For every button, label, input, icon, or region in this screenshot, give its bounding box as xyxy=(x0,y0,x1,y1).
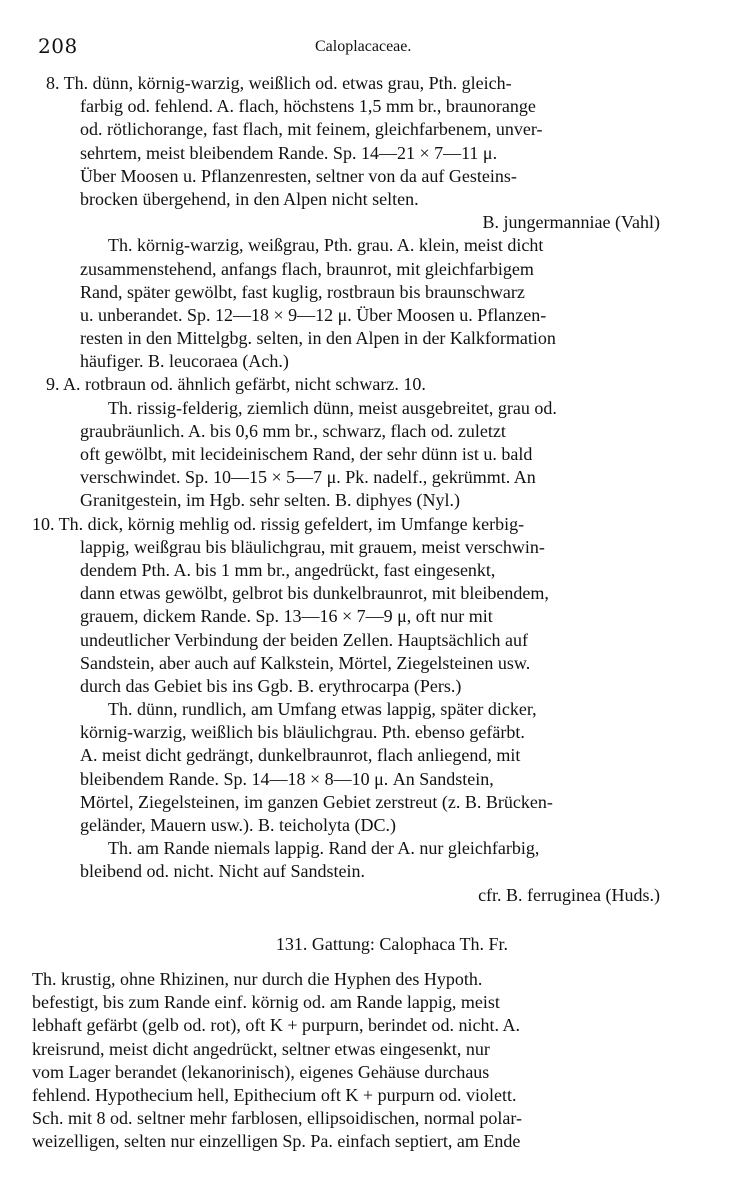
key-line: 10. Th. dick, körnig mehlig od. rissig gefeldert, im Umfange kerbig- xyxy=(32,513,525,534)
key-line: Mörtel, Ziegelsteinen, im ganzen Gebiet zerstreut (z. B. Brücken- xyxy=(80,791,553,812)
key-line: grauem, dickem Rande. Sp. 13—16 × 7—9 μ, oft nur mit xyxy=(80,606,493,627)
key-line: B. jungermanniae (Vahl) xyxy=(482,212,660,233)
key-line: geländer, Mauern usw.). B. teicholyta (DC.) xyxy=(80,815,397,835)
key-line: Sandstein, aber auch auf Kalkstein, Mörtel, Ziegelsteinen usw. xyxy=(80,652,531,673)
genus-line: Th. krustig, ohne Rhizinen, nur durch die Hyphen des Hypoth. xyxy=(32,968,483,989)
running-head: Caloplacaceae. xyxy=(315,38,412,55)
page-header xyxy=(0,34,737,58)
key-line: 8. Th. dünn, körnig-warzig, weißlich od. etwas grau, Pth. gleich- xyxy=(46,73,512,93)
genus-heading: 131. Gattung: Calophaca Th. Fr. xyxy=(275,933,509,954)
key-line: resten in den Mittelgbg. selten, in den Alpen in der Kalkformation xyxy=(80,328,556,349)
key-line: zusammenstehend, anfangs flach, braunrot, mit gleichfarbigem xyxy=(80,258,534,279)
key-line: oft gewölbt, mit lecideinischem Rand, der sehr dünn ist u. bald xyxy=(80,444,533,464)
key-line: sehrtem, meist bleibendem Rande. Sp. 14—21 × 7—11 μ. xyxy=(80,142,498,163)
key-line: dann etwas gewölbt, gelbrot bis dunkelbraunrot, mit bleibendem, xyxy=(80,583,549,604)
key-line: Th. dünn, rundlich, am Umfang etwas lappig, später dicker, xyxy=(108,699,537,720)
heading-gap xyxy=(32,956,712,968)
key-line: verschwindet. Sp. 10—15 × 5—7 μ. Pk. nadelf., gekrümmt. An xyxy=(80,467,536,488)
genus-line: Sch. mit 8 od. seltner mehr farblosen, ellipsoidischen, normal polar- xyxy=(32,1108,523,1129)
key-line: farbig od. fehlend. A. flach, höchstens 1,5 mm br., braunorange xyxy=(80,96,536,117)
genus-line: weizelligen, selten nur einzelligen Sp. Pa. einfach septiert, am Ende xyxy=(32,1131,521,1152)
key-lines xyxy=(32,72,712,907)
key-line: 9. A. rotbraun od. ähnlich gefärbt, nicht schwarz. 10. xyxy=(46,374,426,395)
key-line: körnig-warzig, weißlich bis bläulichgrau. Pth. ebenso gefärbt. xyxy=(80,722,525,743)
key-line: dendem Pth. A. bis 1 mm br., angedrückt, fast eingesenkt, xyxy=(80,559,496,580)
key-line: Über Moosen u. Pflanzenresten, seltner von da auf Gesteins- xyxy=(80,165,517,186)
key-line: Granitgestein, im Hgb. sehr selten. B. diphyes (Nyl.) xyxy=(80,490,460,511)
page-number: 208 xyxy=(38,34,78,58)
genus-line: lebhaft gefärbt (gelb od. rot), oft K + purpurn, berindet od. nicht. A. xyxy=(32,1015,521,1036)
section-gap xyxy=(32,907,712,933)
key-line: Th. am Rande niemals lappig. Rand der A. nur gleichfarbig, xyxy=(108,838,540,859)
genus-line: vom Lager berandet (lekanorinisch), eigenes Gehäuse durchaus xyxy=(32,1061,490,1082)
key-line: häufiger. B. leucoraea (Ach.) xyxy=(80,351,289,372)
key-line: graubräunlich. A. bis 0,6 mm br., schwarz, flach od. zuletzt xyxy=(80,420,506,441)
key-line: u. unberandet. Sp. 12—18 × 9—12 μ. Über Moosen u. Pflanzen- xyxy=(80,304,547,325)
key-line: bleibendem Rande. Sp. 14—18 × 8—10 μ. An Sandstein, xyxy=(80,768,494,789)
key-line: cfr. B. ferruginea (Huds.) xyxy=(478,884,660,905)
key-line: durch das Gebiet bis ins Ggb. B. erythrocarpa (Pers.) xyxy=(80,675,462,696)
key-line: brocken übergehend, in den Alpen nicht selten. xyxy=(80,188,419,209)
key-line: Rand, später gewölbt, fast kuglig, rostbraun bis braunschwarz xyxy=(80,281,525,302)
key-line: undeutlicher Verbindung der beiden Zellen. Hauptsächlich auf xyxy=(80,629,529,650)
genus-line: befestigt, bis zum Rande einf. körnig od. am Rande lappig, meist xyxy=(32,992,500,1013)
genus-line: fehlend. Hypothecium hell, Epithecium oft K + purpurn od. violett. xyxy=(32,1084,517,1105)
key-line: A. meist dicht gedrängt, dunkelbraunrot, flach anliegend, mit xyxy=(80,745,521,766)
key-line: Th. körnig-warzig, weißgrau, Pth. grau. A. klein, meist dicht xyxy=(108,235,544,256)
genus-line: kreisrund, meist dicht angedrückt, seltner etwas eingesenkt, nur xyxy=(32,1038,490,1059)
key-line: lappig, weißgrau bis bläulichgrau, mit grauem, meist verschwin- xyxy=(80,536,545,557)
key-text-block xyxy=(32,72,712,1153)
genus-description xyxy=(32,968,712,1154)
key-line: od. rötlichorange, fast flach, mit feinem, gleichfarbenem, unver- xyxy=(80,119,543,140)
key-line: bleibend od. nicht. Nicht auf Sandstein. xyxy=(80,861,365,882)
key-line: Th. rissig-felderig, ziemlich dünn, meist ausgebreitet, grau od. xyxy=(108,397,557,418)
